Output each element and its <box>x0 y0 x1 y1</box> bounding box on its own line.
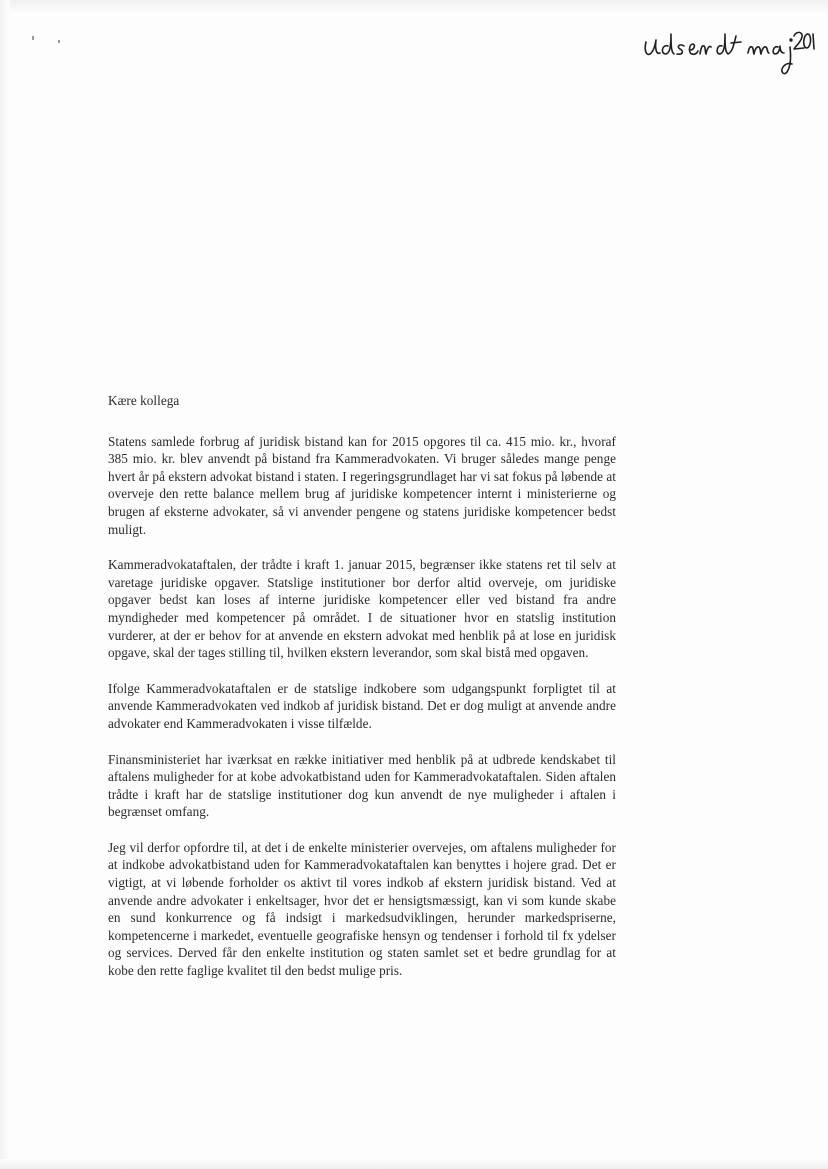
letter-paragraph-2: Kammeradvokataftalen, der trådte i kraft 1. januar 2015, begrænser ikke statens ret til selv at varetage juridiske opgaver. Statslige institutioner bor derfor altid overveje, om juridiske opgaver bedst kan loses af interne juridiske kompetencer eller ved bistand fra andre myndigheder med kompetencer på området. I de situationer hvor en statslig institution vurderer, at der er behov for at anvende en ekstern advokat med henblik på at lose en juridisk opgave, skal der tages stilling til, hvilken ekstern leverandor, som skal bistå med opgaven. <box>108 557 616 661</box>
scan-speck <box>58 40 60 43</box>
letter-body <box>108 392 616 998</box>
letter-paragraph-3: Ifolge Kammeradvokataftalen er de statslige indkobere som udgangspunkt forpligtet til at anvende Kammeradvokaten ved indkob af juridisk bistand. Det er dog muligt at anvende andre advokater end Kammeradvokaten i visse tilfælde. <box>108 680 616 731</box>
scan-edge-left <box>0 0 10 1169</box>
scan-edge-top <box>0 0 828 14</box>
scan-speck <box>32 36 34 40</box>
salutation: Kære kollega <box>108 393 180 408</box>
letter-paragraph-1: Statens samlede forbrug af juridisk bistand kan for 2015 opgores til ca. 415 mio. kr., hvoraf 385 mio. kr. blev anvendt på bistand fra Kammeradvokaten. Vi bruger således mange penge hvert år på ekstern advokat bistand i staten. I regeringsgrundlaget har vi sat fokus på løbende at overveje den rette balance mellem brug af juridiske kompetencer internt i ministerierne og brugen af eksterne advokater, så vi anvender pengene og statens juridiske kompetencer bedst muligt. <box>108 433 616 537</box>
letter-paragraph-4: Finansministeriet har iværksat en række initiativer med henblik på at udbrede kendskabet til aftalens muligheder for at kobe advokatbistand uden for Kammeradvokataftalen. Siden aftalen trådte i kraft har de statslige institutioner dog kun anvendt de nye muligheder i aftalen i begrænset omfang. <box>108 751 616 820</box>
scan-edge-bottom <box>0 1159 828 1169</box>
letter-paragraph-5: Jeg vil derfor opfordre til, at det i de enkelte ministerier overvejes, om aftalens muligheder for at indkobe advokatbistand uden for Kammeradvokataftalen kan benyttes i hojere grad. Det er vigtigt, at vi løbende forholder os aktivt til vores indkob af ekstern juridisk bistand. Ved at anvende andre advokater i enkeltsager, hvor det er hensigtsmæssigt, kan vi som kunde skabe en sund konkurrence og få indsigt i markedsudviklingen, herunder markedspriserne, kompetencerne i markedet, eventuelle geografiske hensyn og tendenser i forhold til fx ydelser og services. Derved får den enkelte institution og staten samlet set et bedre grundlag for at kobe den rette faglige kvalitet til den bedst mulige pris. <box>108 839 616 979</box>
handwritten-annotation <box>640 26 815 78</box>
